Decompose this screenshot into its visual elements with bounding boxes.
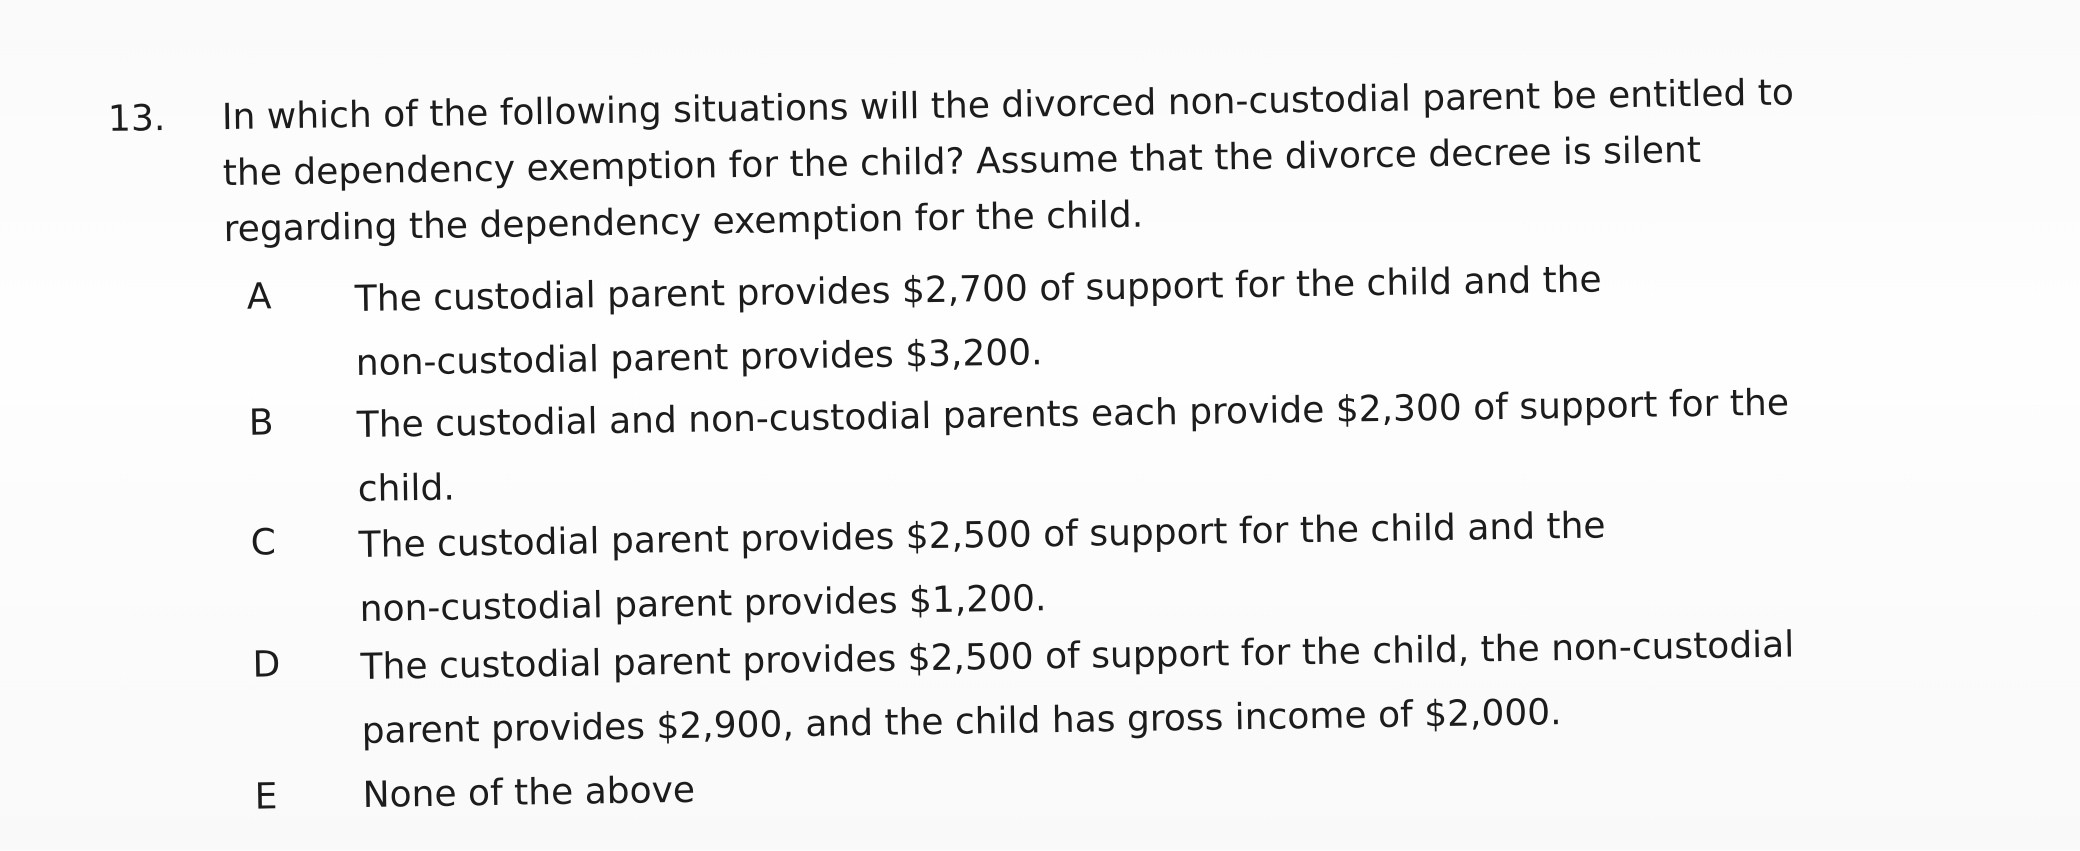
question-text <box>222 62 1984 258</box>
option-line: The custodial and non-custodial parents each provide $2,300 of support for the <box>356 382 1790 447</box>
option-line: non-custodial parent provides $3,200. <box>355 332 1043 385</box>
option-letter: C <box>250 522 277 564</box>
option-line: None of the above <box>362 769 696 816</box>
option-letter: E <box>254 776 278 818</box>
question-number: 13. <box>107 97 166 140</box>
option-line: non-custodial parent provides $1,200. <box>359 578 1047 630</box>
option-text <box>360 611 1982 764</box>
option-letter: A <box>246 276 272 318</box>
option-line: The custodial parent provides $2,700 of support for the child and the <box>354 259 1602 321</box>
option-line: The custodial parent provides $2,500 of support for the child, the non-custodial <box>360 624 1795 688</box>
option-line: parent provides $2,900, and the child has gross income of $2,000. <box>361 692 1562 752</box>
option-line: The custodial parent provides $2,500 of support for the child and the <box>358 505 1606 566</box>
question-line: regarding the dependency exemption for the child. <box>223 194 1144 251</box>
question-line: the dependency exemption for the child? Assume that the divorce decree is silent <box>222 129 1702 195</box>
question-line: In which of the following situations will the divorced non-custodial parent be entitled to <box>221 72 1795 139</box>
option-letter: D <box>252 644 281 686</box>
option-line: child. <box>357 467 456 510</box>
option-letter: B <box>248 402 274 444</box>
